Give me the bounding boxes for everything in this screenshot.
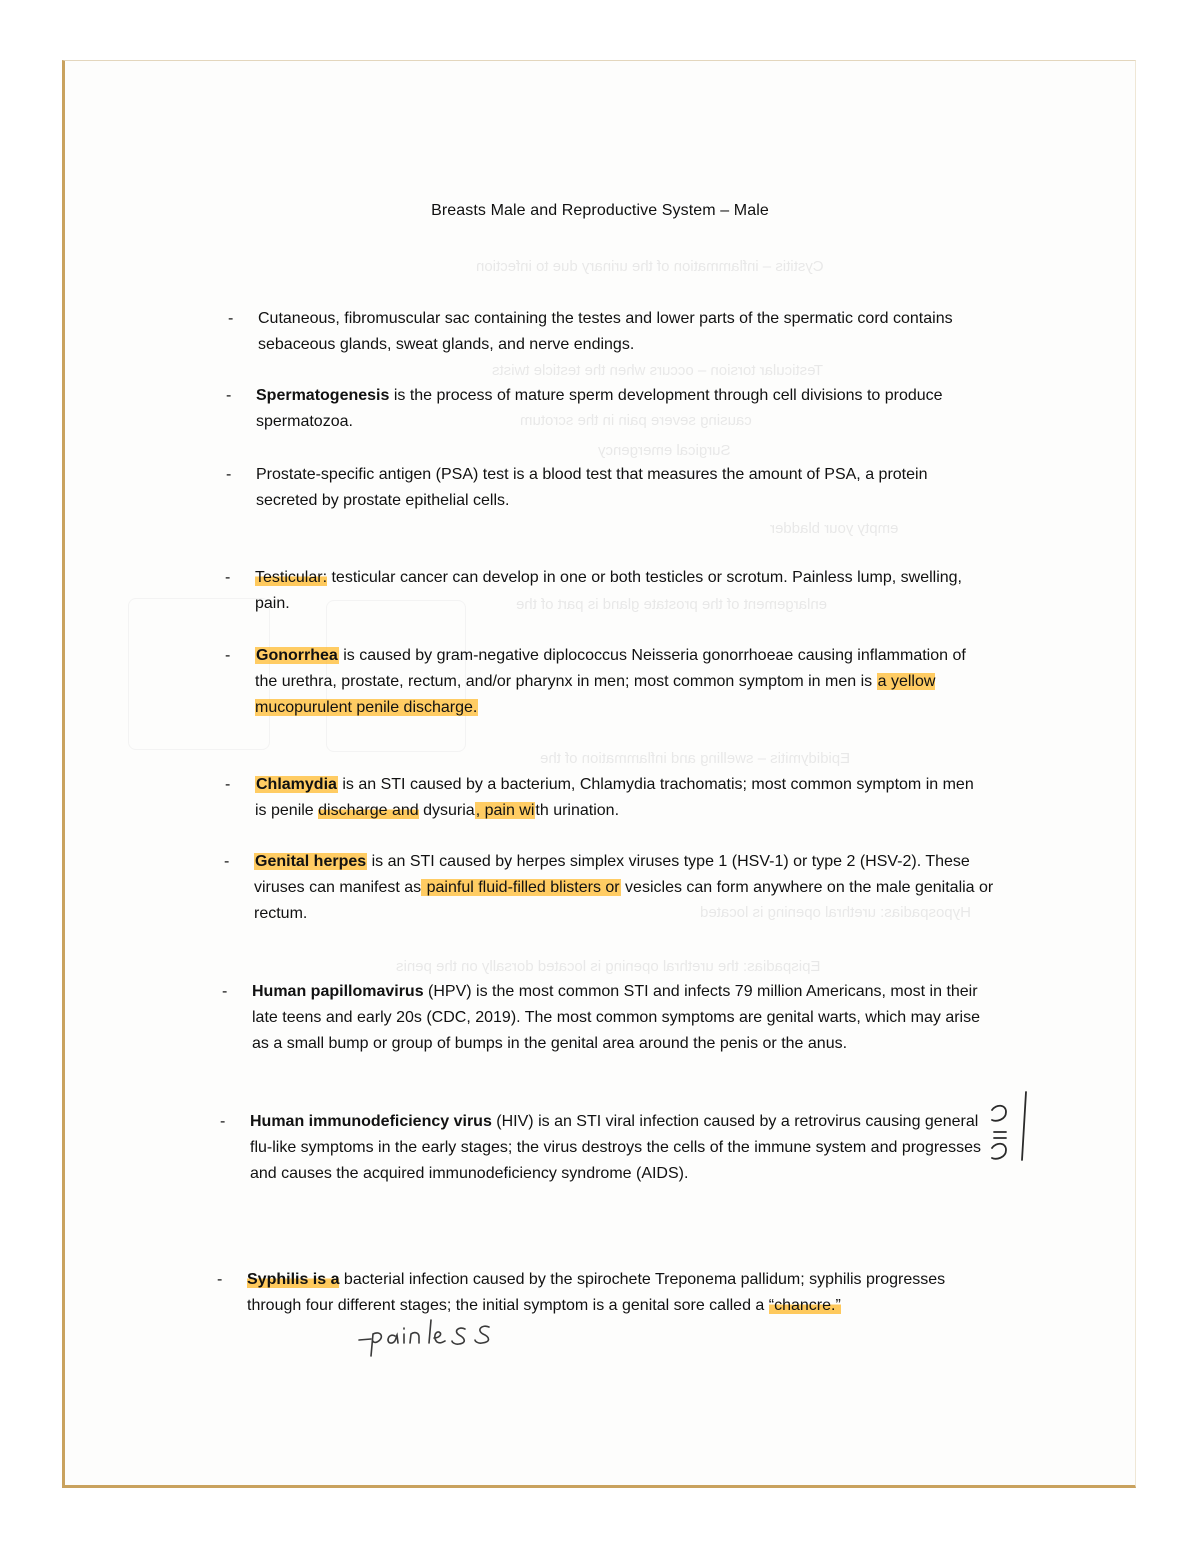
highlighted-text: Testicular: — [255, 569, 328, 586]
item-text: is an STI caused by a bacterium, Chlamydia trachomatis; most common symptom in men is penile — [255, 776, 974, 819]
item-text: vesicles can form anywhere on the male genitalia or rectum. — [254, 879, 994, 922]
bullet-dash: - — [226, 387, 232, 404]
bleed-through-text: causing severe pain in the scrotum — [520, 412, 752, 429]
list-item-spermatogenesis — [226, 383, 996, 435]
item-text: testicular cancer can develop in one or both testicles or scrotum. Painless lump, swelling, pain. — [255, 569, 962, 612]
highlighted-text: , pain wi — [475, 802, 535, 819]
bleed-through-text: Hypospadias: urethral opening is located — [700, 904, 972, 921]
bleed-through-figure — [128, 598, 270, 750]
bullet-dash: - — [225, 647, 231, 664]
item-text: Cutaneous, fibromuscular sac containing the testes and lower parts of the spermatic cord contains sebaceous glands, sweat glands, and nerve endings. — [258, 310, 953, 353]
bullet-dash: - — [220, 1113, 226, 1130]
list-item-hiv — [220, 1109, 990, 1187]
bleed-through-text: Testicular torsion – occurs when the testicle twists — [492, 362, 823, 379]
term-bold: Gonorrhea — [256, 647, 338, 664]
bleed-through-text: Epididymitis – swelling and inflammation of the — [540, 750, 851, 767]
item-text: bacterial infection caused by the spirochete Treponema pallidum; syphilis progresses through four different stages; the initial symptom is a genital sore called a — [247, 1271, 946, 1314]
item-text: th urination. — [535, 802, 620, 819]
bullet-dash: - — [222, 983, 228, 1000]
highlighted-text: “chancre.” — [768, 1297, 841, 1314]
list-item-chlamydia — [225, 772, 975, 824]
bleed-through-text: Epispadias: the urethral opening is located dorsally on the penis — [396, 958, 821, 975]
item-text: is an STI caused by herpes simplex viruses type 1 (HSV-1) or type 2 (HSV-2). These viruses can manifest as — [254, 853, 970, 896]
list-item-gonorrhea — [225, 643, 985, 721]
bullet-dash: - — [225, 776, 231, 793]
bleed-through-text: empty your bladder — [770, 520, 899, 537]
list-item-psa — [226, 462, 986, 514]
item-text: is caused by gram-negative diplococcus Neisseria gonorrhoeae causing inflammation of the urethra, prostate, rectum, and/or pharynx in men; most common symptom in men is — [255, 647, 966, 690]
bleed-through-text: enlargement of the prostate gland is part of the — [516, 596, 828, 613]
item-text: Prostate-specific antigen (PSA) test is a blood test that measures the amount of PSA, a protein secreted by prostate epithelial cells. — [256, 466, 928, 509]
bullet-dash: - — [228, 310, 234, 327]
bullet-dash: - — [217, 1271, 223, 1288]
highlighted-text: discharge and — [318, 802, 419, 819]
term-bold: Human papillomavirus — [252, 983, 424, 1000]
highlighted-text: a yellow mucopurulent penile discharge. — [255, 673, 936, 716]
bullet-dash: - — [224, 853, 230, 870]
handwritten-margin-note — [984, 1090, 1036, 1170]
handwritten-note-painless — [355, 1312, 505, 1358]
bleed-through-text: Surgical emergency — [598, 442, 731, 459]
item-text: (HIV) is an STI viral infection caused by a retrovirus causing general flu-like symptoms in the early stages; the virus destroys the cells of the immune system and progresses and causes the acquired immunodeficiency syndrome (AIDS). — [250, 1113, 981, 1182]
term-bold: Human immunodeficiency virus — [250, 1113, 492, 1130]
item-text: dysuria — [418, 802, 475, 819]
bullet-dash: - — [225, 569, 231, 586]
list-item-testicular — [225, 565, 975, 617]
term-bold: Genital herpes — [255, 853, 367, 870]
highlighted-text: painful fluid-filled blisters or — [422, 879, 620, 896]
list-item-hpv — [222, 979, 994, 1057]
term-bold: Chlamydia — [256, 776, 337, 793]
list-item-genital-herpes — [224, 849, 994, 927]
item-text: is the process of mature sperm development through cell divisions to produce spermatozoa. — [256, 387, 943, 430]
bleed-through-text: Cystitis – inflammation of the urinary due to infection — [476, 258, 824, 275]
item-text: (HPV) is the most common STI and infects 79 million Americans, most in their late teens and early 20s (CDC, 2019). The most common symptoms are genital warts, which may arise as a small bump or group of bumps in the genital area around the penis or the anus. — [252, 983, 980, 1052]
highlighted-term: Syphilis is a — [247, 1271, 340, 1288]
bullet-dash: - — [226, 466, 232, 483]
page-title: Breasts Male and Reproductive System – Male — [431, 202, 769, 219]
list-item-scrotum — [228, 306, 988, 358]
term-bold: Spermatogenesis — [256, 387, 390, 404]
